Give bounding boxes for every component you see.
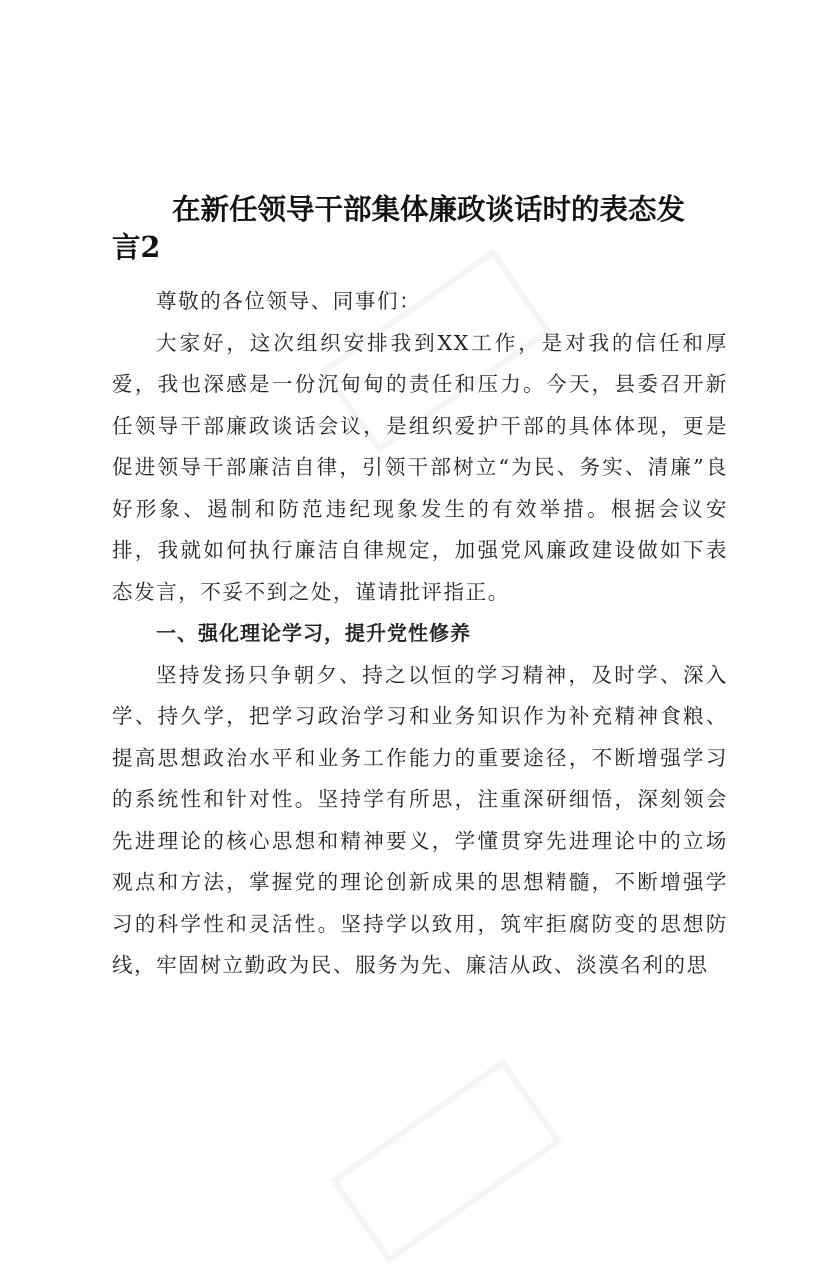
document-body xyxy=(112,281,728,987)
section-heading-1: 一、强化理论学习，提升党性修养 xyxy=(156,621,471,645)
salutation: 尊敬的各位领导、同事们： xyxy=(156,289,422,313)
watermark xyxy=(330,1058,562,1263)
paragraph-opening: 大家好，这次组织安排我到XX工作，是对我的信任和厚爱，我也深感是一份沉甸甸的责任和压力。今天，县委召开新任领导干部廉政谈话会议，是组织爱护干部的具体体现，更是促进领导干部廉洁自律，引领干部树立“为民、务实、清廉”良好形象、遏制和防范违纪现象发生的有效举措。根据会议安排，我就如何执行廉洁自律规定，加强党风廉政建设做如下表态发言，不妥不到之处，谨请批评指正。 xyxy=(112,330,728,604)
title-line-1: 在新任领导干部集体廉政谈话时的表态发 xyxy=(172,192,686,226)
paragraph-section-1: 坚持发扬只争朝夕、持之以恒的学习精神，及时学、深入学、持久学，把学习政治学习和业务知识作为补充精神食粮、提高思想政治水平和业务工作能力的重要途径，不断增强学习的系统性和针对性。坚持学有所思，注重深研细悟，深刻领会先进理论的核心思想和精神要义，学懂贯穿先进理论中的立场观点和方法，掌握党的理论创新成果的思想精髓，不断增强学习的科学性和灵活性。坚持学以致用，筑牢拒腐防变的思想防线，牢固树立勤政为民、服务为先、廉洁从政、淡漠名利的思 xyxy=(112,662,728,977)
title-line-2: 言2 xyxy=(112,230,161,264)
document-title xyxy=(112,190,732,266)
